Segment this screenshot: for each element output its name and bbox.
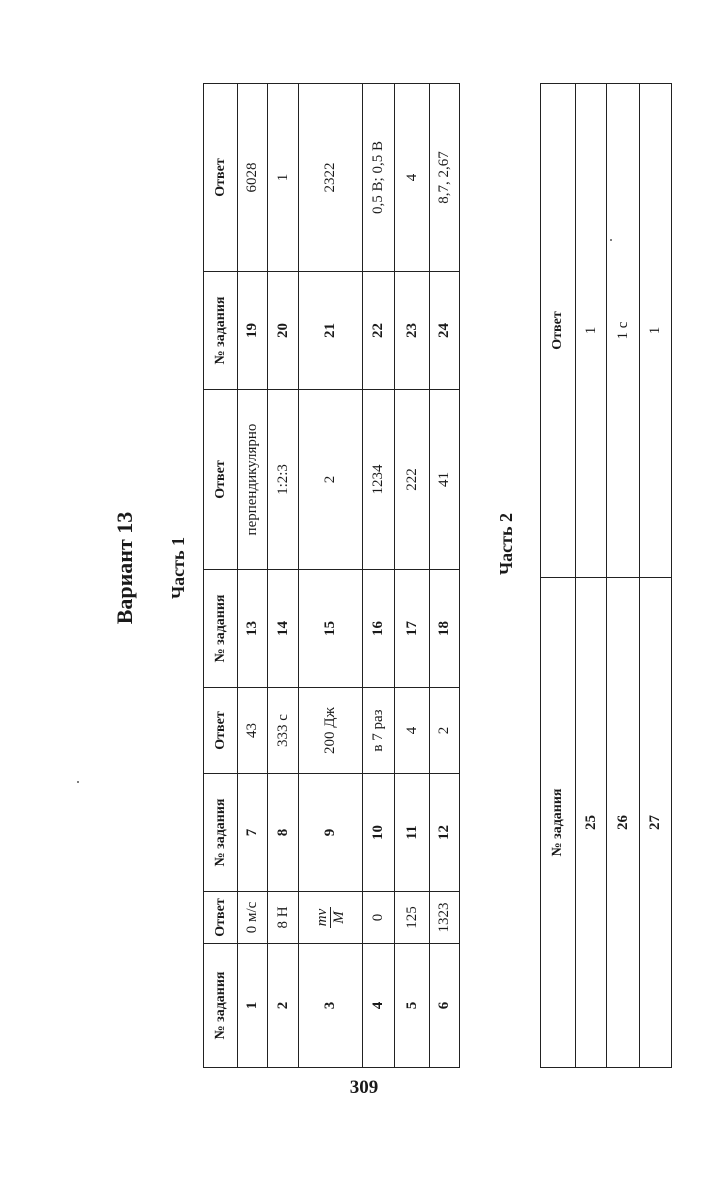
table-row — [395, 84, 430, 1068]
scan-speck — [77, 781, 79, 783]
task-number: 8 — [268, 774, 299, 892]
task-number: 21 — [299, 272, 363, 390]
task-number: 6 — [430, 944, 460, 1068]
task-number: 2 — [268, 944, 299, 1068]
task-number: 17 — [395, 570, 430, 688]
table-row — [238, 84, 268, 1068]
part1-table-wrapper — [203, 83, 460, 1068]
task-number: 22 — [363, 272, 395, 390]
part2-table-wrapper — [540, 83, 672, 1068]
answer-cell: 41 — [430, 390, 460, 570]
task-number: 26 — [607, 578, 640, 1068]
answer-cell: 1 — [640, 84, 672, 578]
task-number: 9 — [299, 774, 363, 892]
answer-cell: 0,5 В; 0,5 В — [363, 84, 395, 272]
task-number: 14 — [268, 570, 299, 688]
task-number: 20 — [268, 272, 299, 390]
part1-header-row — [204, 84, 238, 1068]
answer-cell: перпендикулярно — [238, 390, 268, 570]
task-number: 7 — [238, 774, 268, 892]
part1-heading: Часть 1 — [168, 536, 188, 600]
answer-cell: 1 — [268, 84, 299, 272]
task-number: 24 — [430, 272, 460, 390]
header-answer: Ответ — [204, 84, 238, 272]
answer-cell: 2322 — [299, 84, 363, 272]
task-number: 11 — [395, 774, 430, 892]
answer-cell: 6028 — [238, 84, 268, 272]
table-row — [640, 84, 672, 1068]
header-task: № задания — [204, 272, 238, 390]
answer-cell — [299, 892, 363, 944]
answer-cell: 0 м/с — [238, 892, 268, 944]
page-title: Вариант 13 — [112, 511, 137, 625]
header-answer: Ответ — [204, 892, 238, 944]
task-number: 15 — [299, 570, 363, 688]
header-task: № задания — [204, 570, 238, 688]
task-number: 16 — [363, 570, 395, 688]
answer-cell: 1 — [576, 84, 607, 578]
table-row — [299, 84, 363, 1068]
fraction-denominator: M — [331, 911, 347, 924]
task-number: 1 — [238, 944, 268, 1068]
header-task: № задания — [541, 578, 576, 1068]
task-number: 10 — [363, 774, 395, 892]
task-number: 4 — [363, 944, 395, 1068]
task-number: 5 — [395, 944, 430, 1068]
answer-cell: 125 — [395, 892, 430, 944]
answer-cell: 1323 — [430, 892, 460, 944]
task-number: 23 — [395, 272, 430, 390]
fraction-answer — [314, 907, 348, 929]
task-number: 3 — [299, 944, 363, 1068]
part2-heading: Часть 2 — [496, 512, 516, 576]
answer-cell: 2 — [299, 390, 363, 570]
answer-cell: 4 — [395, 688, 430, 774]
answer-cell: 1 с — [607, 84, 640, 578]
part2-table — [540, 83, 672, 1068]
answer-cell: 2 — [430, 688, 460, 774]
part1-table — [203, 83, 460, 1068]
answer-cell: 200 Дж — [299, 688, 363, 774]
task-number: 27 — [640, 578, 672, 1068]
task-number: 12 — [430, 774, 460, 892]
answer-cell: 1:2:3 — [268, 390, 299, 570]
answer-cell: 4 — [395, 84, 430, 272]
task-number: 25 — [576, 578, 607, 1068]
table-row — [268, 84, 299, 1068]
header-answer: Ответ — [204, 688, 238, 774]
header-task: № задания — [204, 944, 238, 1068]
table-row — [607, 84, 640, 1068]
answer-cell: 43 — [238, 688, 268, 774]
table-row — [576, 84, 607, 1068]
table-row — [430, 84, 460, 1068]
header-task: № задания — [204, 774, 238, 892]
header-answer: Ответ — [204, 390, 238, 570]
page-number: 309 — [349, 1077, 379, 1098]
header-answer: Ответ — [541, 84, 576, 578]
task-number: 13 — [238, 570, 268, 688]
answer-cell: 8,7, 2,67 — [430, 84, 460, 272]
scan-speck — [610, 239, 612, 241]
answer-cell: 0 — [363, 892, 395, 944]
part2-header-row — [541, 84, 576, 1068]
answer-cell: 333 с — [268, 688, 299, 774]
fraction-numerator: mv — [313, 908, 330, 927]
table-row — [363, 84, 395, 1068]
task-number: 18 — [430, 570, 460, 688]
answer-cell: 1234 — [363, 390, 395, 570]
answer-cell: в 7 раз — [363, 688, 395, 774]
answer-cell: 8 Н — [268, 892, 299, 944]
task-number: 19 — [238, 272, 268, 390]
answer-cell: 222 — [395, 390, 430, 570]
